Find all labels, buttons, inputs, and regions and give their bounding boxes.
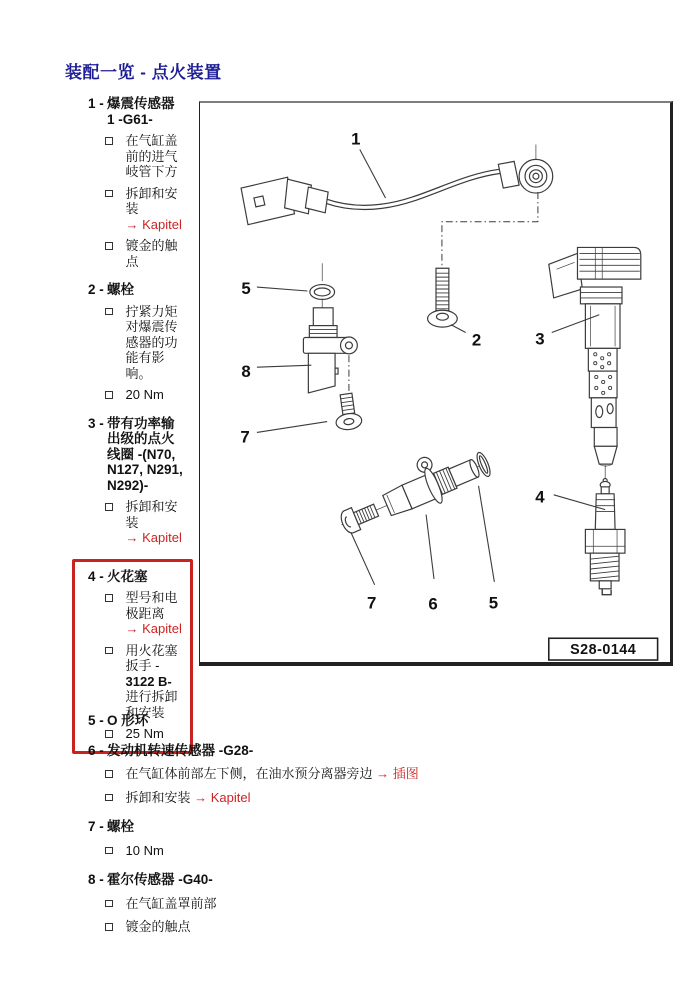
callout-7-top: 7 [240,427,250,447]
callout-1: 1 [351,129,361,149]
square-bullet-icon [105,594,113,602]
bullet-text-segment: 拆卸和安装 [125,185,178,216]
part-title [107,96,175,127]
bullet-text-segment: 在气缸盖前的进气岐管下方 [125,133,178,179]
chapter-link[interactable]: → 插图 [376,766,419,781]
bullet-text-segment: 20 Nm [125,387,164,402]
bullet-item [105,766,682,782]
chapter-link[interactable]: → Kapitel [125,216,182,232]
part-item-1 [72,96,204,269]
bullet-text [126,766,419,782]
bullet-text-segment: 25 Nm [125,726,164,741]
bullet-text [126,387,184,403]
callout-5-bottom: 5 [488,593,499,613]
square-bullet-icon [105,137,113,145]
hall-sensor-drawing [303,263,362,431]
part-title [107,282,134,298]
square-bullet-icon [105,847,113,855]
callout-7-bottom: 7 [367,593,377,613]
bullet-text [126,919,191,935]
bolt-drawing [428,192,538,327]
part-number: 1 - [88,96,104,111]
bullet-text [126,643,184,721]
part-head [88,416,204,494]
bullet-text-segment: 拆卸和安装 [125,789,195,805]
bullet-item [105,238,204,269]
part-title-line: 1 -G61- [107,111,153,127]
part-item-6 [72,743,682,806]
part-head [88,569,188,585]
tool-code: 3122 B- [125,673,172,689]
bullet-text-segment: 10 Nm [125,842,164,858]
spark-plug-drawing [585,481,625,594]
bullet-text [126,843,164,859]
bullet-item [105,843,682,859]
bullet-item [105,919,682,935]
parts-list-top [72,96,204,762]
part-item-8 [72,872,682,935]
bullet-text [126,790,251,806]
part-number: 3 - [88,415,104,431]
bullet-item [105,133,204,180]
bullet-text-segment: 在气缸体前部左下侧，在油水预分离器旁边 [125,766,377,781]
part-head [88,713,682,729]
bullet-text-segment: 型号和电极距离 [125,590,178,621]
bullet-item [105,304,204,382]
part-title [107,819,134,835]
part-title-line: N127, N291, [107,462,183,477]
ignition-diagram [200,103,670,662]
part-title-line: N292)- [107,477,149,493]
part-item-2 [72,282,204,403]
part-title-line: 发动机转速传感器 -G28- [107,742,254,758]
knock-sensor-drawing [241,145,553,225]
square-bullet-icon [105,503,113,511]
part-title-line: 螺栓 [107,819,134,834]
bullet-text [126,896,217,912]
part-number: 7 - [88,819,104,834]
bullet-item [105,896,682,912]
bullet-text [126,304,184,382]
part-title [107,416,183,494]
part-head [88,282,204,298]
part-title-line: 霍尔传感器 -G40- [107,872,213,887]
callout-2: 2 [471,330,482,350]
bullet-text [126,499,184,546]
square-bullet-icon [105,900,113,908]
part-title [107,743,253,759]
square-bullet-icon [105,647,113,655]
square-bullet-icon [105,794,113,802]
part-head [88,819,682,835]
bullet-item [105,499,204,546]
chapter-link[interactable]: → Kapitel [194,789,251,805]
bullet-text-segment: 拧紧力矩对爆震传感器的功能有影响。 [125,303,178,381]
part-title-line: 线圈 -(N70, [107,446,176,462]
callout-4: 4 [535,487,545,507]
callout-3: 3 [535,329,545,349]
bullet-text [126,133,184,180]
part-head [88,872,682,888]
part-number: 2 - [88,282,104,297]
part-number: 6 - [88,742,104,758]
bullet-text [126,590,184,637]
bullet-item [105,186,204,233]
part-title-line: 爆震传感器 [107,96,175,111]
part-title-line: 出级的点火 [107,431,175,446]
page-title: 装配一览 - 点火装置 [65,63,222,82]
part-title [107,872,213,888]
square-bullet-icon [105,770,113,778]
part-title-line: 火花塞 [107,568,148,584]
part-head [88,743,682,759]
hall-screw-drawing [332,392,362,431]
callout-6: 6 [428,594,438,614]
figure-code-box [549,638,658,660]
bullet-text [126,186,184,233]
part-item-7 [72,819,682,858]
callout-5-top: 5 [241,278,251,298]
figure-code: S28-0144 [570,642,637,659]
part-head [88,96,204,127]
bullet-text-segment: 拆卸和安装 [125,499,178,530]
square-bullet-icon [105,308,113,316]
bullet-text [126,238,184,269]
ignition-diagram-frame [199,101,673,666]
bullet-item [105,643,188,721]
part-title-line: O 形环 [107,713,149,728]
bullet-item [105,590,188,637]
bullet-item [105,790,682,806]
callout-8: 8 [241,362,251,382]
part-title-line: 螺栓 [107,282,134,297]
part-title [107,713,148,729]
bullet-text-segment: 进行拆卸和安装 [125,689,178,720]
part-item-5 [72,713,682,729]
part-title [107,569,148,585]
ignition-coil-drawing [549,247,641,482]
bullet-text-segment: 在气缸盖罩前部 [125,895,217,911]
square-bullet-icon [105,923,113,931]
part-number: 8 - [88,872,104,887]
square-bullet-icon [105,190,113,198]
part-number: 5 - [88,713,104,728]
bullet-text-segment: 镀金的触点 [125,238,178,269]
chapter-link[interactable]: → Kapitel [125,621,182,636]
bullet-text-segment: 镀金的触点 [125,919,191,934]
bullet-text-segment: 用火花塞扳手 - [125,642,178,673]
square-bullet-icon [105,242,113,250]
square-bullet-icon [105,391,113,399]
parts-list-bottom [72,713,682,949]
part-item-3 [72,416,204,546]
part-title-line: 带有功率输 [107,415,175,431]
bullet-item [105,387,204,403]
speed-sensor-drawing [330,435,495,542]
chapter-link[interactable]: → Kapitel [125,530,182,545]
part-number: 4 - [88,568,104,584]
